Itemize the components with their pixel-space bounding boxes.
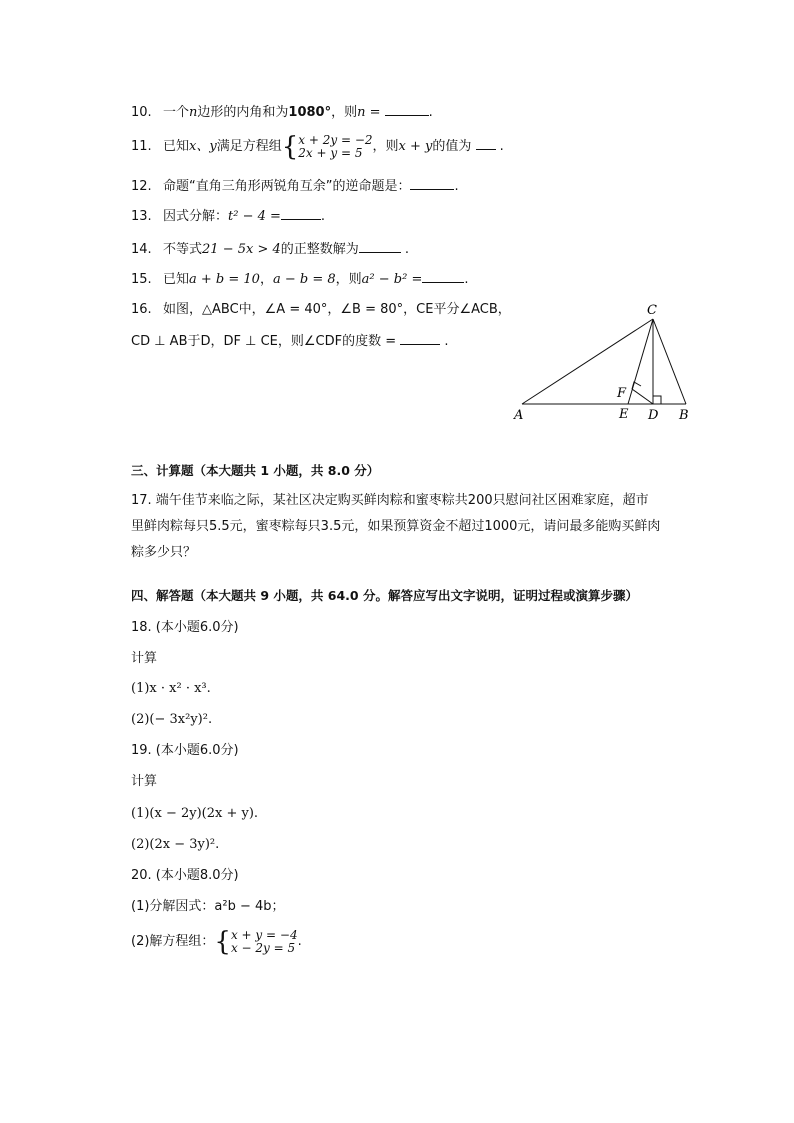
label-b: B — [679, 408, 689, 423]
label-a: A — [514, 408, 524, 423]
label-e: E — [619, 407, 629, 422]
question-15: 15. 已知a + b = 10，a − b = 8，则a² − b² = . — [131, 272, 469, 287]
segment-df — [632, 389, 653, 404]
question-18-header: 18. (本小题6.0分) — [131, 620, 239, 635]
label-d: D — [648, 408, 659, 423]
segment-ce — [628, 319, 653, 404]
section-4-title: 四、解答题（本大题共 9 小题，共 64.0 分。解答应写出文字说明，证明过程或演算步骤） — [131, 588, 638, 603]
triangle-figure — [510, 300, 700, 430]
brace: { — [281, 131, 299, 162]
question-18-part2: (2)(− 3x²y)². — [131, 712, 213, 727]
answer-blank[interactable] — [281, 207, 321, 220]
question-19-part1: (1)(x − 2y)(2x + y). — [131, 806, 259, 821]
question-13: 13. 因式分解：t² − 4 = . — [131, 209, 326, 224]
question-19-part2: (2)(2x − 3y)². — [131, 837, 220, 852]
question-19-instruction: 计算 — [131, 774, 158, 789]
question-16-line2: CD ⊥ AB于D，DF ⊥ CE，则∠CDF的度数 = . — [131, 334, 449, 349]
segment-bc — [653, 319, 686, 404]
question-18-instruction: 计算 — [131, 651, 158, 666]
question-18-part1: (1)x · x² · x³. — [131, 681, 211, 696]
question-20-part1: (1)分解因式：a²b − 4b； — [131, 899, 285, 914]
equation-system: x + 2y = −2 2x + y = 5 — [298, 132, 373, 160]
answer-blank[interactable] — [359, 240, 401, 253]
segment-ac — [522, 319, 653, 404]
answer-blank[interactable] — [422, 270, 464, 283]
question-19-header: 19. (本小题6.0分) — [131, 743, 239, 758]
question-17: 17. 端午佳节来临之际，某社区决定购买鲜肉粽和蜜枣粽共200只慰问社区困难家庭，超市 里鲜肉粽每只5.5元，蜜枣粽每只3.5元，如果预算资金不超过1000元，请问最多能购买鲜肉 粽多少只？ — [131, 493, 661, 560]
equation-system: x + y = −4 x − 2y = 5 — [230, 927, 298, 955]
section-3-title: 三、计算题（本大题共 1 小题，共 8.0 分） — [131, 463, 380, 478]
question-16-line1: 16. 如图，△ABC中，∠A = 40°，∠B = 80°，CE平分∠ACB， — [131, 302, 511, 317]
answer-blank[interactable] — [476, 137, 496, 150]
question-12: 12. 命题“直角三角形两锐角互余”的逆命题是： . — [131, 179, 459, 194]
question-11: 11. 已知x、y满足方程组{ x + 2y = −2 2x + y = 5 ，则x + y的值为 . — [131, 131, 504, 162]
brace: { — [214, 926, 231, 957]
question-14: 14. 不等式21 − 5x > 4的正整数解为 . — [131, 242, 410, 257]
label-f: F — [617, 386, 627, 401]
question-10: 10. 一个n边形的内角和为1080°，则n = . — [131, 105, 433, 120]
answer-blank[interactable] — [385, 103, 429, 116]
label-c: C — [647, 303, 657, 318]
right-angle-f — [632, 382, 641, 389]
right-angle-d — [653, 396, 661, 404]
question-20-part2: (2)解方程组：{ x + y = −4 x − 2y = 5 . — [131, 926, 302, 957]
answer-blank[interactable] — [400, 332, 440, 345]
answer-blank[interactable] — [410, 177, 454, 190]
question-20-header: 20. (本小题8.0分) — [131, 868, 239, 883]
